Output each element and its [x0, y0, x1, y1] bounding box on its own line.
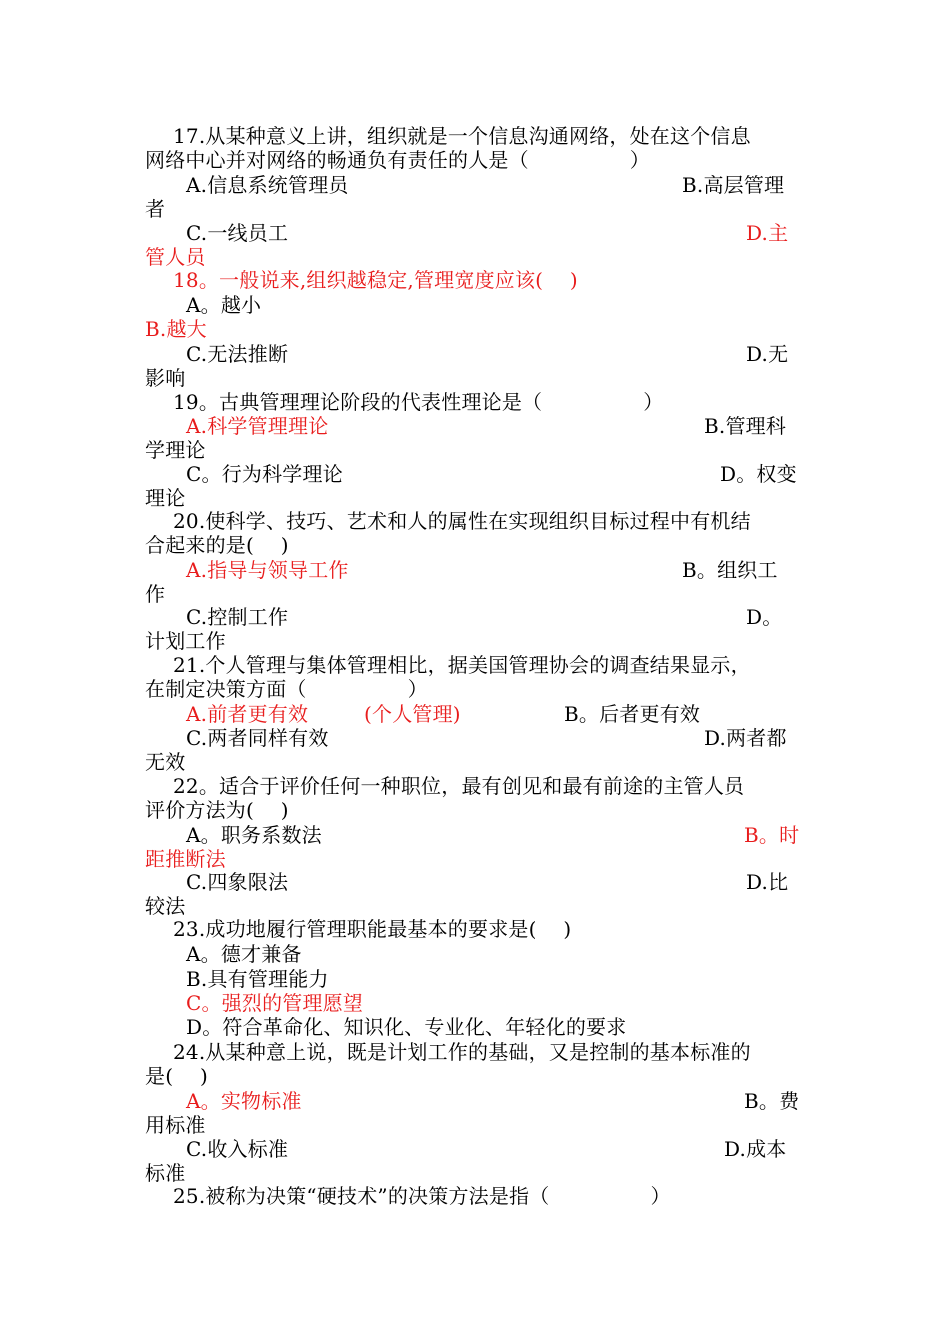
q22-option-d-cont: 较法 [145, 894, 186, 918]
q25-stem: 25.被称为决策“硬技术”的决策方法是指（ ） [173, 1184, 671, 1208]
q20-option-d-cont: 计划工作 [145, 629, 226, 653]
q19-option-b: B.管理科 [704, 414, 787, 438]
q17-option-c: C.一线员工 [186, 221, 289, 245]
q20-option-c: C.控制工作 [186, 605, 289, 629]
q21-option-d: D.两者都 [704, 726, 787, 750]
q21-option-c: C.两者同样有效 [186, 726, 329, 750]
q21-option-a-answer: A.前者更有效 [186, 702, 309, 726]
q17-option-d-answer-cont: 管人员 [145, 245, 206, 269]
q22-stem-line2: 评价方法为( ) [145, 798, 289, 822]
q21-stem-line2: 在制定决策方面（ ） [145, 677, 428, 701]
q23-option-c-answer: C。强烈的管理愿望 [186, 991, 364, 1015]
q21-option-a-note: (个人管理) [364, 702, 461, 726]
q24-option-a-answer: A。实物标准 [186, 1089, 302, 1113]
q21-stem-line1: 21.个人管理与集体管理相比，据美国管理协会的调查结果显示， [173, 653, 751, 677]
q19-stem: 19。古典管理理论阶段的代表性理论是（ ） [173, 390, 664, 414]
q19-option-b-cont: 学理论 [145, 438, 206, 462]
q20-option-b-cont: 作 [145, 582, 166, 606]
q22-option-d: D.比 [746, 870, 789, 894]
q21-option-d-cont: 无效 [145, 750, 186, 774]
q24-option-c: C.收入标准 [186, 1137, 289, 1161]
q17-option-d-answer: D.主 [746, 221, 789, 245]
q17-stem-line2: 网络中心并对网络的畅通负有责任的人是（ ） [145, 148, 650, 172]
q23-option-a: A。德才兼备 [186, 942, 302, 966]
q18-option-b-answer: B.越大 [145, 317, 207, 341]
q23-option-b: B.具有管理能力 [186, 967, 329, 991]
q18-option-d: D.无 [746, 342, 789, 366]
q20-option-a-answer: A.指导与领导工作 [186, 558, 349, 582]
q22-stem-line1: 22。适合于评价任何一种职位，最有创见和最有前途的主管人员 [173, 774, 745, 798]
q18-option-d-cont: 影响 [145, 366, 186, 390]
q20-stem-line1: 20.使科学、技巧、艺术和人的属性在实现组织目标过程中有机结 [173, 509, 751, 533]
q18-option-c: C.无法推断 [186, 342, 289, 366]
q23-option-d: D。符合革命化、知识化、专业化、年轻化的要求 [186, 1015, 627, 1039]
q24-option-b-cont: 用标准 [145, 1113, 206, 1137]
q22-option-b-answer: B。时 [744, 823, 800, 847]
q18-option-a: A。越小 [186, 293, 262, 317]
q19-option-c: C。行为科学理论 [186, 462, 343, 486]
q19-option-d-cont: 理论 [145, 486, 186, 510]
q23-stem: 23.成功地履行管理职能最基本的要求是( ) [173, 917, 572, 941]
q22-option-a: A。职务系数法 [186, 823, 322, 847]
q22-option-b-answer-cont: 距推断法 [145, 847, 226, 871]
q17-option-b-cont: 者 [145, 197, 166, 221]
q24-stem-line1: 24.从某种意上说，既是计划工作的基础，又是控制的基本标准的 [173, 1040, 751, 1064]
q22-option-c: C.四象限法 [186, 870, 289, 894]
q17-option-b: B.高层管理 [682, 173, 785, 197]
q20-stem-line2: 合起来的是( ) [145, 533, 289, 557]
q24-option-b: B。费 [744, 1089, 800, 1113]
q18-stem: 18。一般说来,组织越稳定,管理宽度应该( ) [173, 268, 578, 292]
q24-stem-line2: 是( ) [145, 1064, 208, 1088]
q21-option-b: B。后者更有效 [564, 702, 701, 726]
q24-option-d-cont: 标准 [145, 1161, 186, 1185]
q20-option-b: B。组织工 [682, 558, 778, 582]
q19-option-a-answer: A.科学管理理论 [186, 414, 329, 438]
q17-option-a: A.信息系统管理员 [186, 173, 349, 197]
q24-option-d: D.成本 [724, 1137, 787, 1161]
q17-stem-line1: 17.从某种意义上讲，组织就是一个信息沟通网络，处在这个信息 [173, 124, 751, 148]
q19-option-d: D。权变 [720, 462, 797, 486]
q20-option-d: D。 [746, 605, 783, 629]
